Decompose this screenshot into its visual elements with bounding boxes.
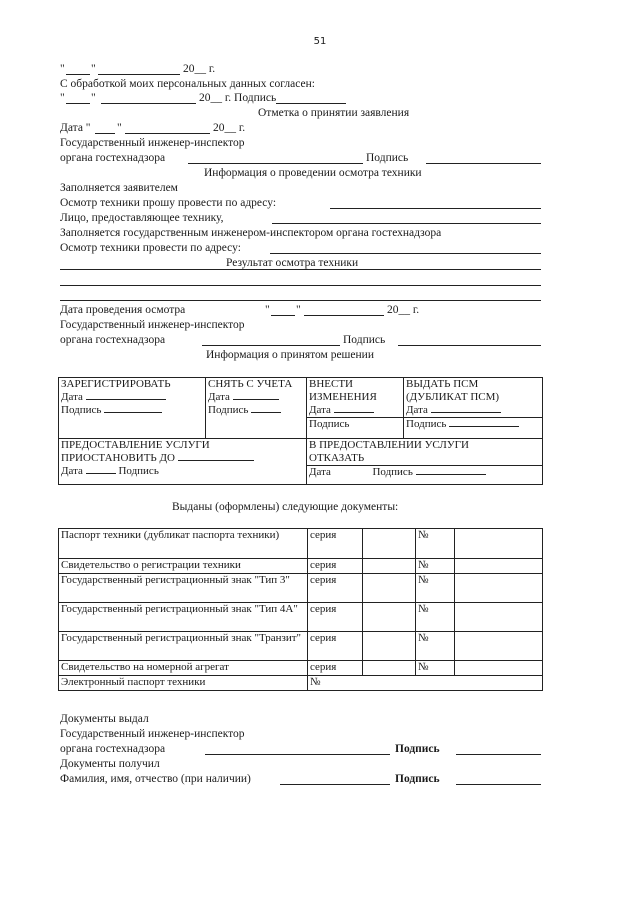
sign-label: Подпись: [343, 334, 386, 346]
address-conduct-label: Осмотр техники провести по адресу:: [60, 242, 241, 254]
inspector-org-label: органа гостехнадзора: [60, 152, 166, 164]
inspector-name-field[interactable]: [205, 754, 390, 755]
sign-label: Подпись: [372, 466, 413, 478]
suspend-cell[interactable]: [59, 439, 307, 485]
inspector-org-label: органа гостехнадзора: [60, 743, 166, 755]
inspector-label: Государственный инженер-инспектор: [60, 728, 245, 740]
no-value[interactable]: [455, 574, 543, 603]
table-row: [59, 529, 543, 559]
sign-field[interactable]: [398, 345, 541, 346]
doc-no: №: [416, 661, 455, 676]
series-value[interactable]: [363, 661, 416, 676]
changes-label-1: ВНЕСТИ: [309, 378, 353, 390]
year-text: 20__ г.: [183, 63, 216, 75]
changes-label-2: ИЗМЕНЕНИЯ: [309, 391, 377, 403]
address-request-label: Осмотр техники прошу провести по адресу:: [60, 197, 277, 209]
sign-label: Подпись: [118, 465, 159, 477]
year-sign-text: 20__ г. Подпись: [199, 92, 277, 104]
year-text: 20__ г.: [387, 304, 420, 316]
doc-no: №: [416, 559, 455, 574]
sign-label: Подпись: [395, 773, 440, 785]
no-value[interactable]: [455, 632, 543, 661]
consent-text: С обработкой моих персональных данных согласен:: [60, 78, 315, 90]
doc-name: Электронный паспорт техники: [59, 676, 308, 691]
doc-name: Государственный регистрационный знак "Транзит": [59, 632, 308, 661]
inspector-label: Государственный инженер-инспектор: [60, 319, 245, 331]
doc-series: серия: [308, 632, 363, 661]
refuse-cell[interactable]: [307, 439, 543, 485]
date-label: Дата проведения осмотра: [60, 304, 186, 316]
quote-close: ": [296, 304, 301, 316]
address-request-field[interactable]: [330, 208, 541, 209]
sign-label: Подпись: [406, 418, 447, 430]
result-line-3[interactable]: [60, 300, 541, 301]
table-row: [59, 661, 543, 676]
person-field[interactable]: [272, 223, 541, 224]
by-inspector-label: Заполняется государственным инженером-инспектором органа гостехнадзора: [60, 227, 442, 239]
sign-field[interactable]: [456, 784, 541, 785]
quote-close: ": [91, 92, 96, 104]
decision-table: [58, 377, 543, 485]
doc-series: серия: [308, 559, 363, 574]
series-value[interactable]: [363, 603, 416, 632]
quote-open: ": [265, 304, 270, 316]
received-label: Документы получил: [60, 758, 160, 770]
no-value[interactable]: [455, 529, 543, 559]
no-value[interactable]: [455, 603, 543, 632]
doc-no: №: [416, 529, 455, 559]
doc-series: серия: [308, 603, 363, 632]
date-label: Дата: [406, 404, 428, 416]
date-label: Дата: [309, 466, 331, 478]
page-number: 51: [313, 36, 327, 47]
refuse-label-2: ОТКАЗАТЬ: [309, 452, 365, 464]
date-label: Дата: [61, 391, 83, 403]
doc-series: серия: [308, 661, 363, 676]
quote-close: ": [117, 122, 122, 134]
inspection-title: Информация о проведении осмотра техники: [204, 167, 422, 179]
inspector-org-label: органа гостехнадзора: [60, 334, 166, 346]
person-label: Лицо, предоставляющее технику,: [60, 212, 224, 224]
doc-no: №: [308, 676, 543, 691]
table-row: [59, 559, 543, 574]
quote-open: ": [60, 63, 65, 75]
series-value[interactable]: [363, 574, 416, 603]
sign-label: Подпись: [395, 743, 440, 755]
deregister-label: СНЯТЬ С УЧЕТА: [208, 378, 293, 390]
fio-field[interactable]: [280, 784, 390, 785]
deregister-cell[interactable]: [206, 378, 307, 439]
documents-table: [58, 528, 543, 691]
psm-label-2: (ДУБЛИКАТ ПСМ): [406, 391, 500, 403]
inspector-name-field[interactable]: [202, 345, 340, 346]
suspend-label-1: ПРЕДОСТАВЛЕНИЕ УСЛУГИ: [61, 439, 210, 451]
register-label: ЗАРЕГИСТРИРОВАТЬ: [61, 378, 171, 390]
table-row: [59, 574, 543, 603]
table-row: [59, 676, 543, 691]
refuse-label-1: В ПРЕДОСТАВЛЕНИИ УСЛУГИ: [309, 439, 469, 451]
changes-cell[interactable]: [307, 378, 404, 439]
sign-field[interactable]: [426, 163, 541, 164]
series-value[interactable]: [363, 559, 416, 574]
year-text: 20__ г.: [213, 122, 246, 134]
psm-cell[interactable]: [404, 378, 543, 439]
date-label: Дата: [309, 404, 331, 416]
register-cell[interactable]: [59, 378, 206, 439]
table-row: [59, 632, 543, 661]
date-label: Дата: [208, 391, 230, 403]
decision-title: Информация о принятом решении: [206, 349, 374, 361]
quote-close: ": [91, 63, 96, 75]
doc-name: Государственный регистрационный знак "Тип 4А": [59, 603, 308, 632]
issued-by-label: Документы выдал: [60, 713, 149, 725]
suspend-label-2: ПРИОСТАНОВИТЬ ДО: [61, 452, 175, 464]
series-value[interactable]: [363, 529, 416, 559]
no-value[interactable]: [455, 559, 543, 574]
sign-label: Подпись: [61, 404, 102, 416]
table-row: [59, 603, 543, 632]
quote-open: ": [60, 92, 65, 104]
sign-field[interactable]: [456, 754, 541, 755]
doc-name: Свидетельство на номерной агрегат: [59, 661, 308, 676]
sign-label: Подпись: [366, 152, 409, 164]
doc-no: №: [416, 574, 455, 603]
sign-label: Подпись: [309, 418, 350, 430]
date-label: Дата ": [60, 122, 91, 134]
result-line-2[interactable]: [60, 285, 541, 286]
doc-name: Государственный регистрационный знак "Тип 3": [59, 574, 308, 603]
doc-name: Паспорт техники (дубликат паспорта техники): [59, 529, 308, 559]
sign-label: Подпись: [208, 404, 249, 416]
address-conduct-field[interactable]: [270, 253, 541, 254]
doc-no: №: [416, 603, 455, 632]
result-title: Результат осмотра техники: [226, 257, 359, 269]
documents-title: Выданы (оформлены) следующие документы:: [172, 501, 399, 513]
inspector-name-field[interactable]: [188, 163, 363, 164]
doc-series: серия: [308, 529, 363, 559]
by-applicant-label: Заполняется заявителем: [60, 182, 178, 194]
acceptance-title: Отметка о принятии заявления: [258, 107, 410, 119]
fio-label: Фамилия, имя, отчество (при наличии): [60, 773, 251, 785]
inspector-label: Государственный инженер-инспектор: [60, 137, 245, 149]
doc-series: серия: [308, 574, 363, 603]
series-value[interactable]: [363, 632, 416, 661]
no-value[interactable]: [455, 661, 543, 676]
date-label: Дата: [61, 465, 83, 477]
psm-label-1: ВЫДАТЬ ПСМ: [406, 378, 479, 390]
doc-no: №: [416, 632, 455, 661]
result-line-1[interactable]: [60, 269, 541, 270]
doc-name: Свидетельство о регистрации техники: [59, 559, 308, 574]
